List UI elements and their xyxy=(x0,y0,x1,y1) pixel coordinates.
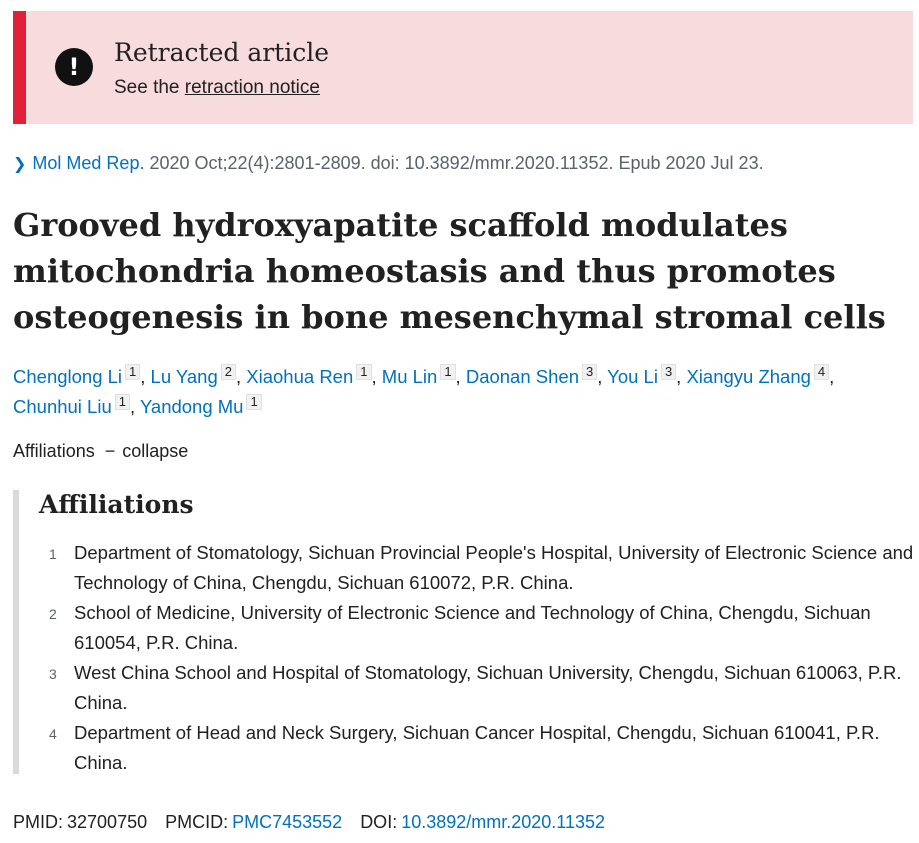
affiliation-ref[interactable]: 1 xyxy=(115,394,130,410)
affiliation-item xyxy=(41,598,919,658)
affiliation-ref[interactable]: 1 xyxy=(125,364,140,380)
author-link[interactable]: Mu Lin xyxy=(381,366,438,387)
affiliations-heading: Affiliations xyxy=(39,490,194,519)
collapse-button[interactable]: collapse xyxy=(122,441,189,461)
pmid-value: 32700750 xyxy=(67,812,148,832)
author-link[interactable]: Lu Yang xyxy=(150,366,218,387)
pmcid-link[interactable]: PMC7453552 xyxy=(232,812,343,832)
article-title: Grooved hydroxyapatite scaffold modulates mitochondria homeostasis and thus promotes osteogenesis in bone mesenchymal stromal cells xyxy=(13,206,886,336)
author-link[interactable]: Xiangyu Zhang xyxy=(686,366,811,387)
affiliation-number: 2 xyxy=(49,606,57,622)
citation-details: 2020 Oct;22(4):2801-2809. doi: 10.3892/mmr.2020.11352. Epub 2020 Jul 23. xyxy=(149,153,764,173)
affiliations-list xyxy=(41,538,919,778)
identifiers xyxy=(13,812,605,833)
retraction-line-prefix: See the xyxy=(114,77,180,98)
affiliation-item xyxy=(41,718,919,778)
citation xyxy=(13,153,764,174)
affiliation-ref[interactable]: 1 xyxy=(440,364,455,380)
author-link[interactable]: Chunhui Liu xyxy=(13,396,112,417)
retraction-title: Retracted article xyxy=(114,38,330,67)
author-list: Chenglong Li 1 , Lu Yang 2 , Xiaohua Ren 1 , Mu Lin 1 , Daonan Shen 3 , You Li 3 , Xiangyu Zhang 4 , Chunhui Liu 1 , Yandong Mu 1 xyxy=(13,364,835,417)
journal-link[interactable]: Mol Med Rep. xyxy=(32,153,145,173)
pmcid-label: PMCID: xyxy=(165,812,229,832)
affiliations-toggle-label: Affiliations xyxy=(13,441,95,461)
chevron-right-icon: ❯ xyxy=(13,154,27,173)
dash-icon: − xyxy=(104,441,116,461)
affiliation-ref[interactable]: 2 xyxy=(221,364,236,380)
affiliation-number: 3 xyxy=(49,666,57,682)
retraction-line xyxy=(114,77,320,99)
affiliations-toggle xyxy=(13,441,188,462)
affiliation-text: School of Medicine, University of Electronic Science and Technology of China, Chengdu, Sichuan 610054, P.R. China. xyxy=(74,602,871,653)
affiliations-panel xyxy=(13,490,913,774)
affiliation-ref[interactable]: 3 xyxy=(661,364,676,380)
retraction-banner xyxy=(13,11,913,124)
exclamation-icon: ! xyxy=(55,48,93,86)
affiliation-item xyxy=(41,538,919,598)
affiliation-text: Department of Stomatology, Sichuan Provincial People's Hospital, University of Electronic Science and Technology of China, Chengdu, Sichuan 610072, P.R. China. xyxy=(74,542,914,593)
affiliation-ref[interactable]: 1 xyxy=(246,394,261,410)
doi-label: DOI: xyxy=(360,812,398,832)
affiliation-ref[interactable]: 4 xyxy=(814,364,829,380)
affiliation-ref[interactable]: 1 xyxy=(356,364,371,380)
author-link[interactable]: Yandong Mu xyxy=(139,396,244,417)
affiliation-text: West China School and Hospital of Stomatology, Sichuan University, Chengdu, Sichuan 610063, P.R. China. xyxy=(74,662,902,713)
pmid-label: PMID: xyxy=(13,812,64,832)
affiliation-number: 1 xyxy=(49,546,57,562)
affiliation-item xyxy=(41,658,919,718)
author-link[interactable]: Chenglong Li xyxy=(13,366,123,387)
affiliation-ref[interactable]: 3 xyxy=(582,364,597,380)
author-link[interactable]: Daonan Shen xyxy=(465,366,579,387)
affiliation-text: Department of Head and Neck Surgery, Sichuan Cancer Hospital, Chengdu, Sichuan 610041, P.R. China. xyxy=(74,722,880,773)
author-link[interactable]: Xiaohua Ren xyxy=(246,366,354,387)
doi-link[interactable]: 10.3892/mmr.2020.11352 xyxy=(401,812,606,832)
author-link[interactable]: You Li xyxy=(607,366,658,387)
retraction-notice-link[interactable]: retraction notice xyxy=(184,77,320,98)
affiliation-number: 4 xyxy=(49,726,57,742)
